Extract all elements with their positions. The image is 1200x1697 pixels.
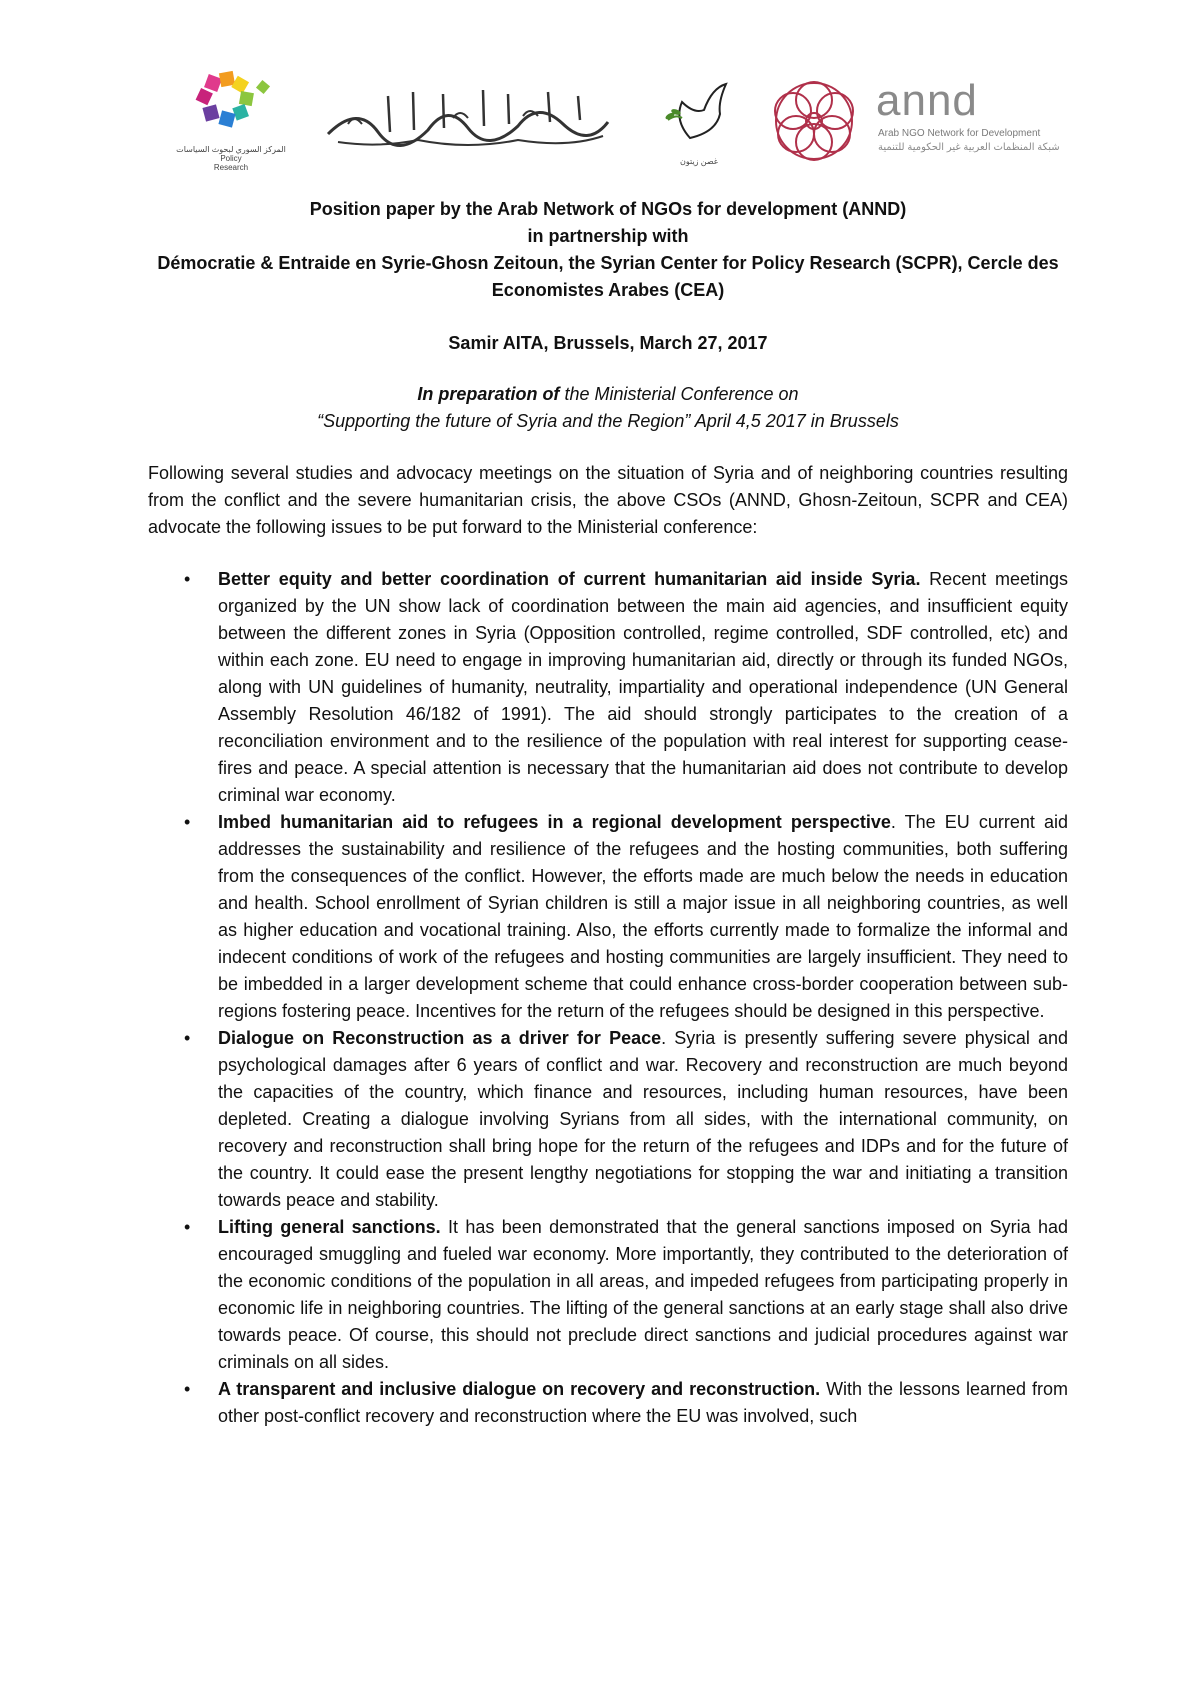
bullet-icon: •: [184, 1217, 191, 1237]
flower-mark-icon: [176, 70, 286, 140]
prep-line-2: “Supporting the future of Syria and the Region” April 4,5 2017 in Brussels: [317, 411, 899, 431]
bullet-icon: •: [184, 812, 191, 832]
policy-research-logo: [176, 70, 286, 178]
point-text: It has been demonstrated that the general sanctions imposed on Syria had encouraged smuggling and fueled war economy. More importantly, they contributed to the deterioration of the economic conditions of the population in all areas, and impeded refugees from participating properly in economic life in neighboring countries. The lifting of the general sanctions at an early stage shall also drive towards peace. Of course, this should not preclude direct sanctions and judicial procedures against war criminals on all sides.: [218, 1217, 1068, 1372]
annd-english-name: Arab NGO Network for Development: [878, 128, 1041, 139]
point-text: . The EU current aid addresses the sustainability and resilience of the refugees and the hosting communities, both suffering from the consequences of the conflict. However, the efforts made are much below the needs in education and health. School enrollment of Syrian children is still a major issue in all neighboring countries, as well as higher education and vocational training. Also, the efforts currently made to formalize the informal and indecent conditions of work of the refugees and hosting communities are largely insufficient. They need to be imbedded in a larger development scheme that could enhance cross-border cooperation between sub-regions fostering peace. Incentives for the return of the refugees should be designed in this perspective.: [218, 812, 1068, 1021]
list-item: [148, 566, 1068, 809]
list-item: [148, 809, 1068, 1025]
point-lead: Imbed humanitarian aid to refugees in a regional development perspective: [218, 812, 891, 832]
advocacy-points-list: [148, 566, 1068, 1430]
title-line-3: Démocratie & Entraide en Syrie-Ghosn Zeitoun, the Syrian Center for Policy Research (SCPR), Cercle des Economistes Arabes (CEA): [157, 253, 1059, 300]
document-title: [148, 196, 1068, 304]
intro-paragraph: Following several studies and advocacy meetings on the situation of Syria and of neighboring countries resulting from the conflict and the severe humanitarian crisis, the above CSOs (ANND, Ghosn-Zeitoun, SCPR and CEA) advocate the following issues to be put forward to the Ministerial conference:: [148, 463, 1068, 537]
bullet-icon: •: [184, 1028, 191, 1048]
rosette-icon: [766, 76, 862, 166]
prep-line-1: [148, 381, 1068, 408]
title-line-2: in partnership with: [527, 226, 689, 246]
title-line-1: Position paper by the Arab Network of NGOs for development (ANND): [309, 199, 907, 219]
policy-logo-text-2: Policy: [220, 154, 242, 163]
policy-logo-text-1: المركز السوري لبحوث السياسات: [176, 145, 286, 154]
annd-logo: [766, 76, 1066, 166]
bullet-icon: •: [184, 569, 191, 589]
annd-wordmark: annd: [876, 76, 978, 125]
point-lead: Lifting general sanctions.: [218, 1217, 441, 1237]
document-body: [148, 196, 1068, 1430]
list-item: [148, 1214, 1068, 1376]
point-lead: Better equity and better coordination of current humanitarian aid inside Syria.: [218, 569, 921, 589]
list-item: [148, 1025, 1068, 1214]
prep-rest: the Ministerial Conference on: [559, 384, 799, 404]
point-lead: Dialogue on Reconstruction as a driver for Peace: [218, 1028, 662, 1048]
calligraphy-logo-icon: [318, 84, 618, 156]
point-lead: A transparent and inclusive dialogue on recovery and reconstruction.: [218, 1379, 821, 1399]
arab-economists-forum-logo: [318, 84, 618, 156]
zeitoun-logo-text: غصن زيتون: [680, 157, 718, 166]
author-line: Samir AITA, Brussels, March 27, 2017: [448, 333, 768, 353]
point-text: . Syria is presently suffering severe physical and psychological damages after 6 years of conflict and war. Recovery and reconstruction are much beyond the capacities of the country, which finance and resources, including human resources, have been depleted. Creating a dialogue involving Syrians from all sides, with the international community, on recovery and reconstruction shall bring hope for the return of the refugees and IDPs and for the future of the country. It could ease the present lengthy negotiations for stopping the war and initiating a transition towards peace and stability.: [218, 1028, 1069, 1210]
point-text: With the lessons learned from other post-conflict recovery and reconstruction where the EU was involved, such: [218, 1379, 1068, 1426]
policy-logo-text-3: Research: [213, 163, 249, 172]
prep-lead: In preparation of: [417, 384, 560, 404]
preparation-note: [148, 381, 1068, 435]
annd-arabic-name: شبكة المنظمات العربية غير الحكومية للتنمية: [878, 142, 1060, 153]
bullet-icon: •: [184, 1379, 191, 1399]
point-text: Recent meetings organized by the UN show lack of coordination between the main aid agencies, and insufficient equity between the different zones in Syria (Opposition controlled, regime controlled, SDF controlled, etc) and within each zone. EU need to engage in improving humanitarian aid, directly or through its funded NGOs, along with UN guidelines of humanity, neutrality, impartiality and operational independence (UN General Assembly Resolution 46/182 of 1991). The aid should strongly participates to the creation of a reconciliation environment and to the resilience of the population with real interest for supporting cease-fires and peace. A special attention is necessary that the humanitarian aid does not contribute to develop criminal war economy.: [218, 569, 1068, 805]
dove-olive-branch-icon: [660, 80, 738, 152]
ghosn-zeitoun-logo: [660, 80, 738, 178]
list-item: [148, 1376, 1068, 1430]
logo-bar: [0, 62, 1200, 182]
